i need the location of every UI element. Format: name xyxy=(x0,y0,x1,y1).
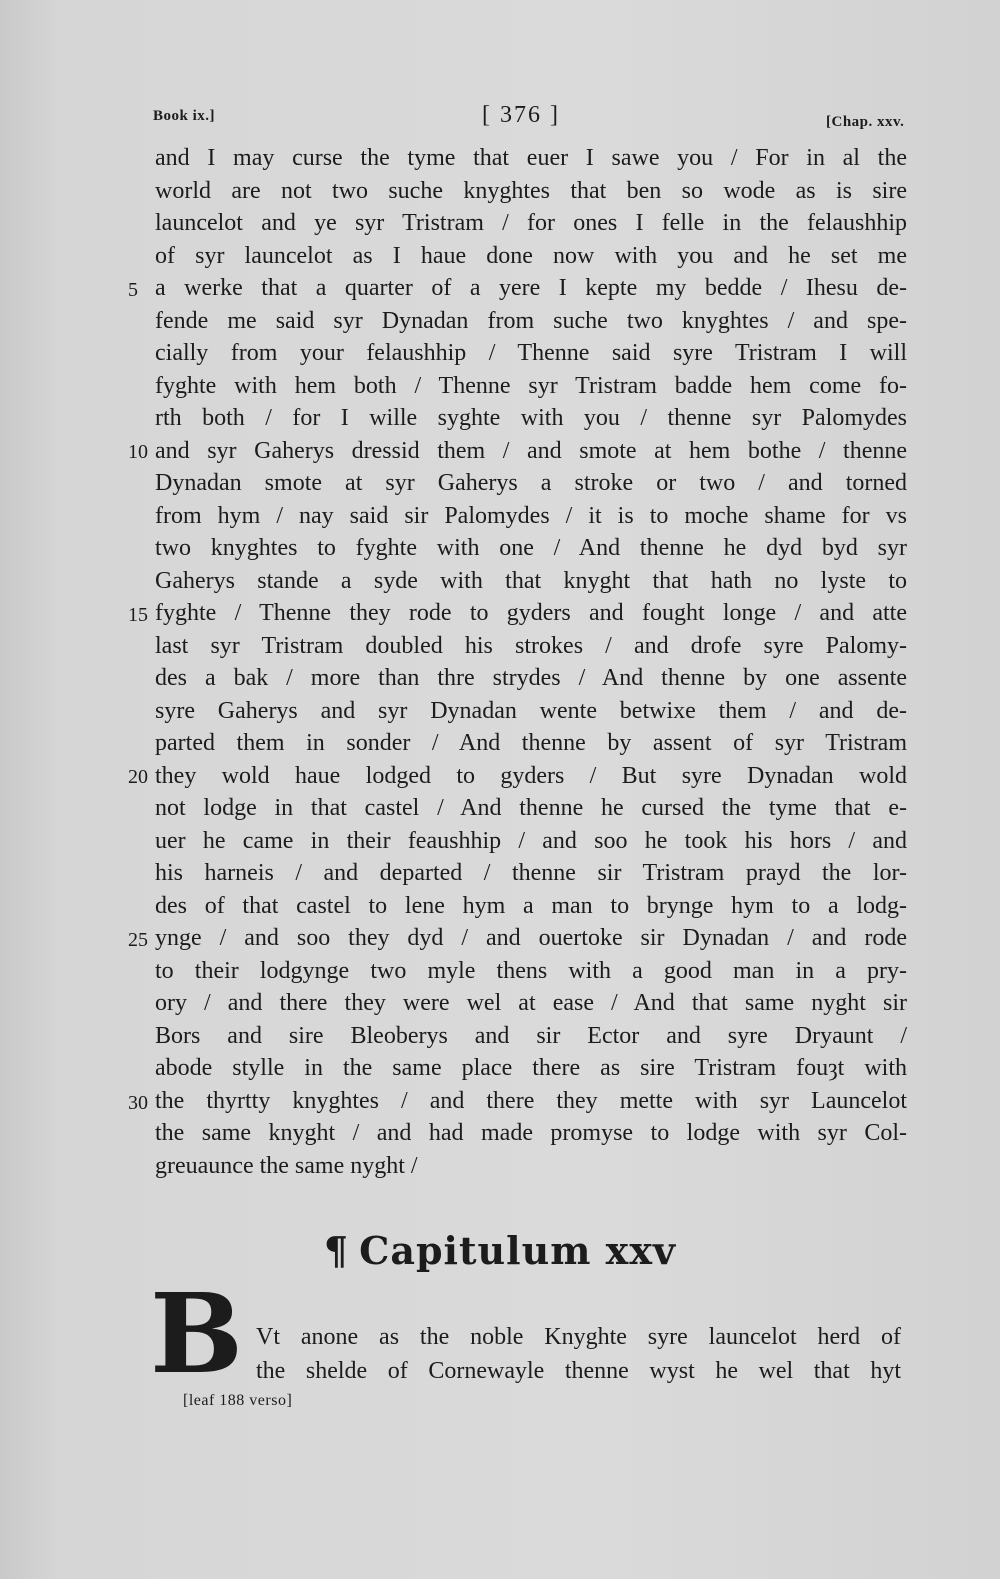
text-line: ynge / and soo they dyd / and ouertoke sir Dynadan / and rode xyxy=(155,925,907,951)
header-book: Book ix.] xyxy=(153,108,216,124)
text-line: two knyghtes to fyghte with one / And thenne he dyd byd syr xyxy=(155,535,907,561)
text-line: not lodge in that castel / And thenne he cursed the tyme that e- xyxy=(155,795,907,821)
text-line: his harneis / and departed / thenne sir Tristram prayd the lor- xyxy=(155,860,907,886)
text-line: ory / and there they were wel at ease / And that same nyght sir xyxy=(155,990,907,1016)
line-number: 5 xyxy=(128,279,138,301)
text-line: des a bak / more than thre strydes / And thenne by one assente xyxy=(155,665,907,691)
page-number: [ 376 ] xyxy=(482,102,560,128)
text-line: the thyrtty knyghtes / and there they mette with syr Launcelot xyxy=(155,1087,907,1114)
text-line: parted them in sonder / And thenne by assent of syr Tristram xyxy=(155,730,907,756)
text-line: greuaunce the same nyght / xyxy=(155,1152,418,1179)
text-line: fyghte / Thenne they rode to gyders and fought longe / and atte xyxy=(155,600,907,626)
text-line: fende me said syr Dynadan from suche two knyghtes / and spe- xyxy=(155,307,907,334)
margin-note: [leaf 188 verso] xyxy=(183,1392,293,1409)
text-line: and I may curse the tyme that euer I sawe you / For in al the xyxy=(155,145,907,171)
text-line: Vt anone as the noble Knyghte syre launcelot herd of xyxy=(256,1324,901,1350)
text-line: a werke that a quarter of a yere I kepte my bedde / Ihesu de- xyxy=(155,275,907,301)
drop-cap: B xyxy=(150,1269,243,1398)
text-line: uer he came in their feaushhip / and soo he took his hors / and xyxy=(155,827,907,854)
main-text-block xyxy=(155,142,907,1182)
text-line: abode stylle in the same place there as sire Tristram fouȝt with xyxy=(155,1055,907,1081)
text-line: from hym / nay said sir Palomydes / it is to moche shame for vs xyxy=(155,502,907,529)
text-line: and syr Gaherys dressid them / and smote at hem bothe / thenne xyxy=(155,437,907,464)
chapter-title: Capitulum xxv xyxy=(359,1228,677,1273)
line-number: 15 xyxy=(128,604,148,626)
chapter-heading xyxy=(0,1228,1000,1273)
text-line: world are not two suche knyghtes that ben so wode as is sire xyxy=(155,177,907,204)
pilcrow-icon: ¶ xyxy=(323,1228,350,1273)
text-line: the shelde of Cornewayle thenne wyst he wel that hyt xyxy=(256,1358,901,1384)
text-line: last syr Tristram doubled his strokes / and drofe syre Palomy- xyxy=(155,632,907,659)
line-number: 20 xyxy=(128,766,148,788)
text-line: fyghte with hem both / Thenne syr Tristram badde hem come fo- xyxy=(155,372,907,399)
header-chapter: [Chap. xxv. xyxy=(826,114,905,130)
text-line: to their lodgynge two myle thens with a good man in a pry- xyxy=(155,957,907,984)
text-line: des of that castel to lene hym a man to brynge hym to a lodg- xyxy=(155,892,907,919)
second-paragraph xyxy=(256,1320,901,1388)
line-number: 10 xyxy=(128,441,148,463)
line-number: 25 xyxy=(128,929,148,951)
text-line: the same knyght / and had made promyse to lodge with syr Col- xyxy=(155,1120,907,1146)
text-line: Bors and sire Bleoberys and sir Ector and syre Dryaunt / xyxy=(155,1022,907,1049)
text-line: syre Gaherys and syr Dynadan wente betwixe them / and de- xyxy=(155,697,907,724)
text-line: of syr launcelot as I haue done now with you and he set me xyxy=(155,242,907,269)
running-header xyxy=(0,104,1000,144)
text-line: launcelot and ye syr Tristram / for ones I felle in the felaushhip xyxy=(155,210,907,236)
text-line: cially from your felaushhip / Thenne said syre Tristram I will xyxy=(155,340,907,366)
line-number: 30 xyxy=(128,1092,148,1114)
text-line: Dynadan smote at syr Gaherys a stroke or two / and torned xyxy=(155,470,907,496)
text-line: Gaherys stande a syde with that knyght that hath no lyste to xyxy=(155,567,907,594)
text-line: they wold haue lodged to gyders / But syre Dynadan wold xyxy=(155,762,907,789)
text-line: rth both / for I wille syghte with you / thenne syr Palomydes xyxy=(155,405,907,431)
